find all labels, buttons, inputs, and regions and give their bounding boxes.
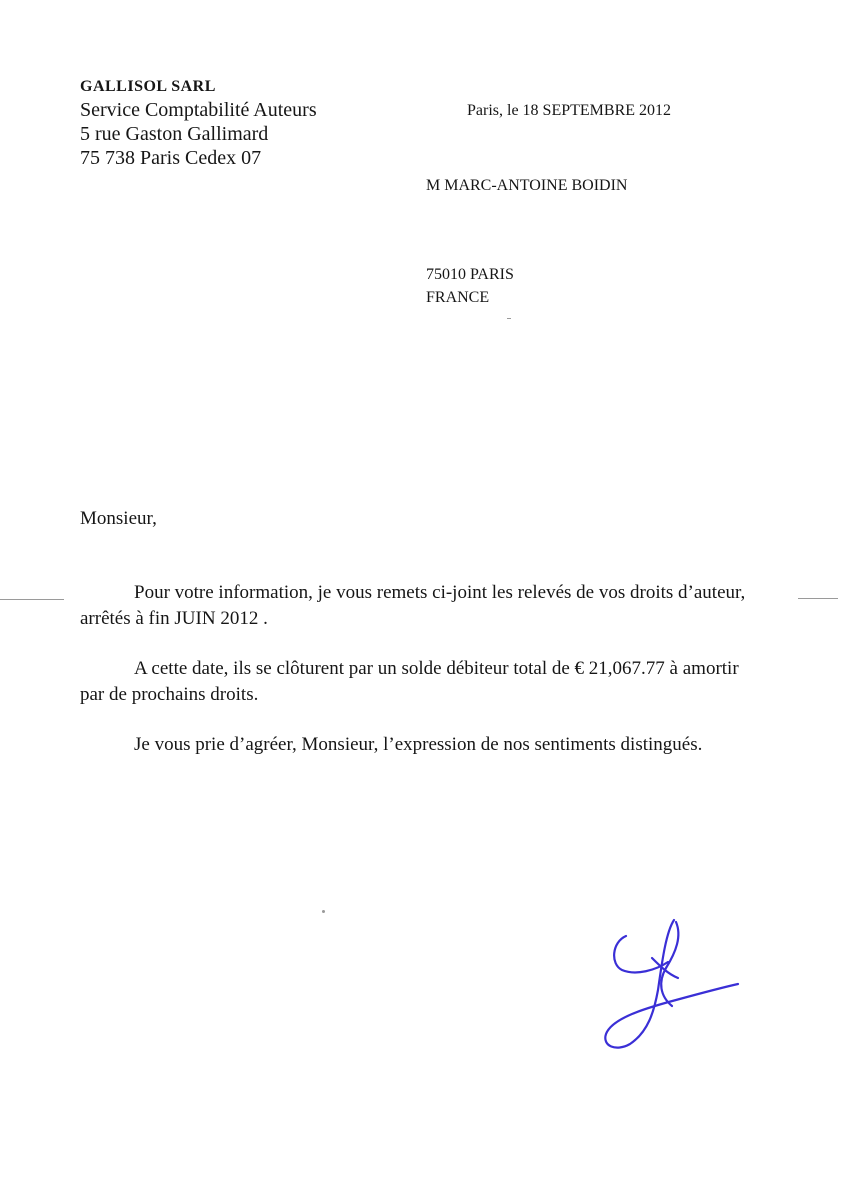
body-paragraph: Pour votre information, je vous remets ci-joint les relevés de vos droits d’auteur, arrêtés à fin JUIN 2012 .: [80, 582, 746, 629]
sender-company: GALLISOL SARL: [80, 78, 216, 95]
date-line: Paris, le 18 SEPTEMBRE 2012: [467, 102, 672, 119]
scan-speck: [798, 598, 838, 599]
letter-body: [80, 580, 760, 782]
salutation: Monsieur,: [80, 508, 157, 529]
recipient-country: FRANCE: [426, 289, 490, 306]
scan-speck: [507, 318, 511, 319]
sender-city: 75 738 Paris Cedex 07: [80, 147, 262, 169]
sender-block: [80, 76, 317, 170]
recipient-name: M MARC-ANTOINE BOIDIN: [426, 177, 628, 194]
sender-street: 5 rue Gaston Gallimard: [80, 123, 269, 145]
scan-speck: [0, 599, 64, 600]
sender-service: Service Comptabilité Auteurs: [80, 99, 317, 121]
body-paragraph: A cette date, ils se clôturent par un solde débiteur total de € 21,067.77 à amortir par de prochains droits.: [80, 658, 739, 705]
body-paragraph: Je vous prie d’agréer, Monsieur, l’expression de nos sentiments distingués.: [134, 734, 703, 755]
scan-speck: [322, 910, 325, 913]
handwritten-signature: [596, 912, 746, 1062]
recipient-postal-city: 75010 PARIS: [426, 266, 514, 283]
recipient-block: [426, 174, 627, 309]
